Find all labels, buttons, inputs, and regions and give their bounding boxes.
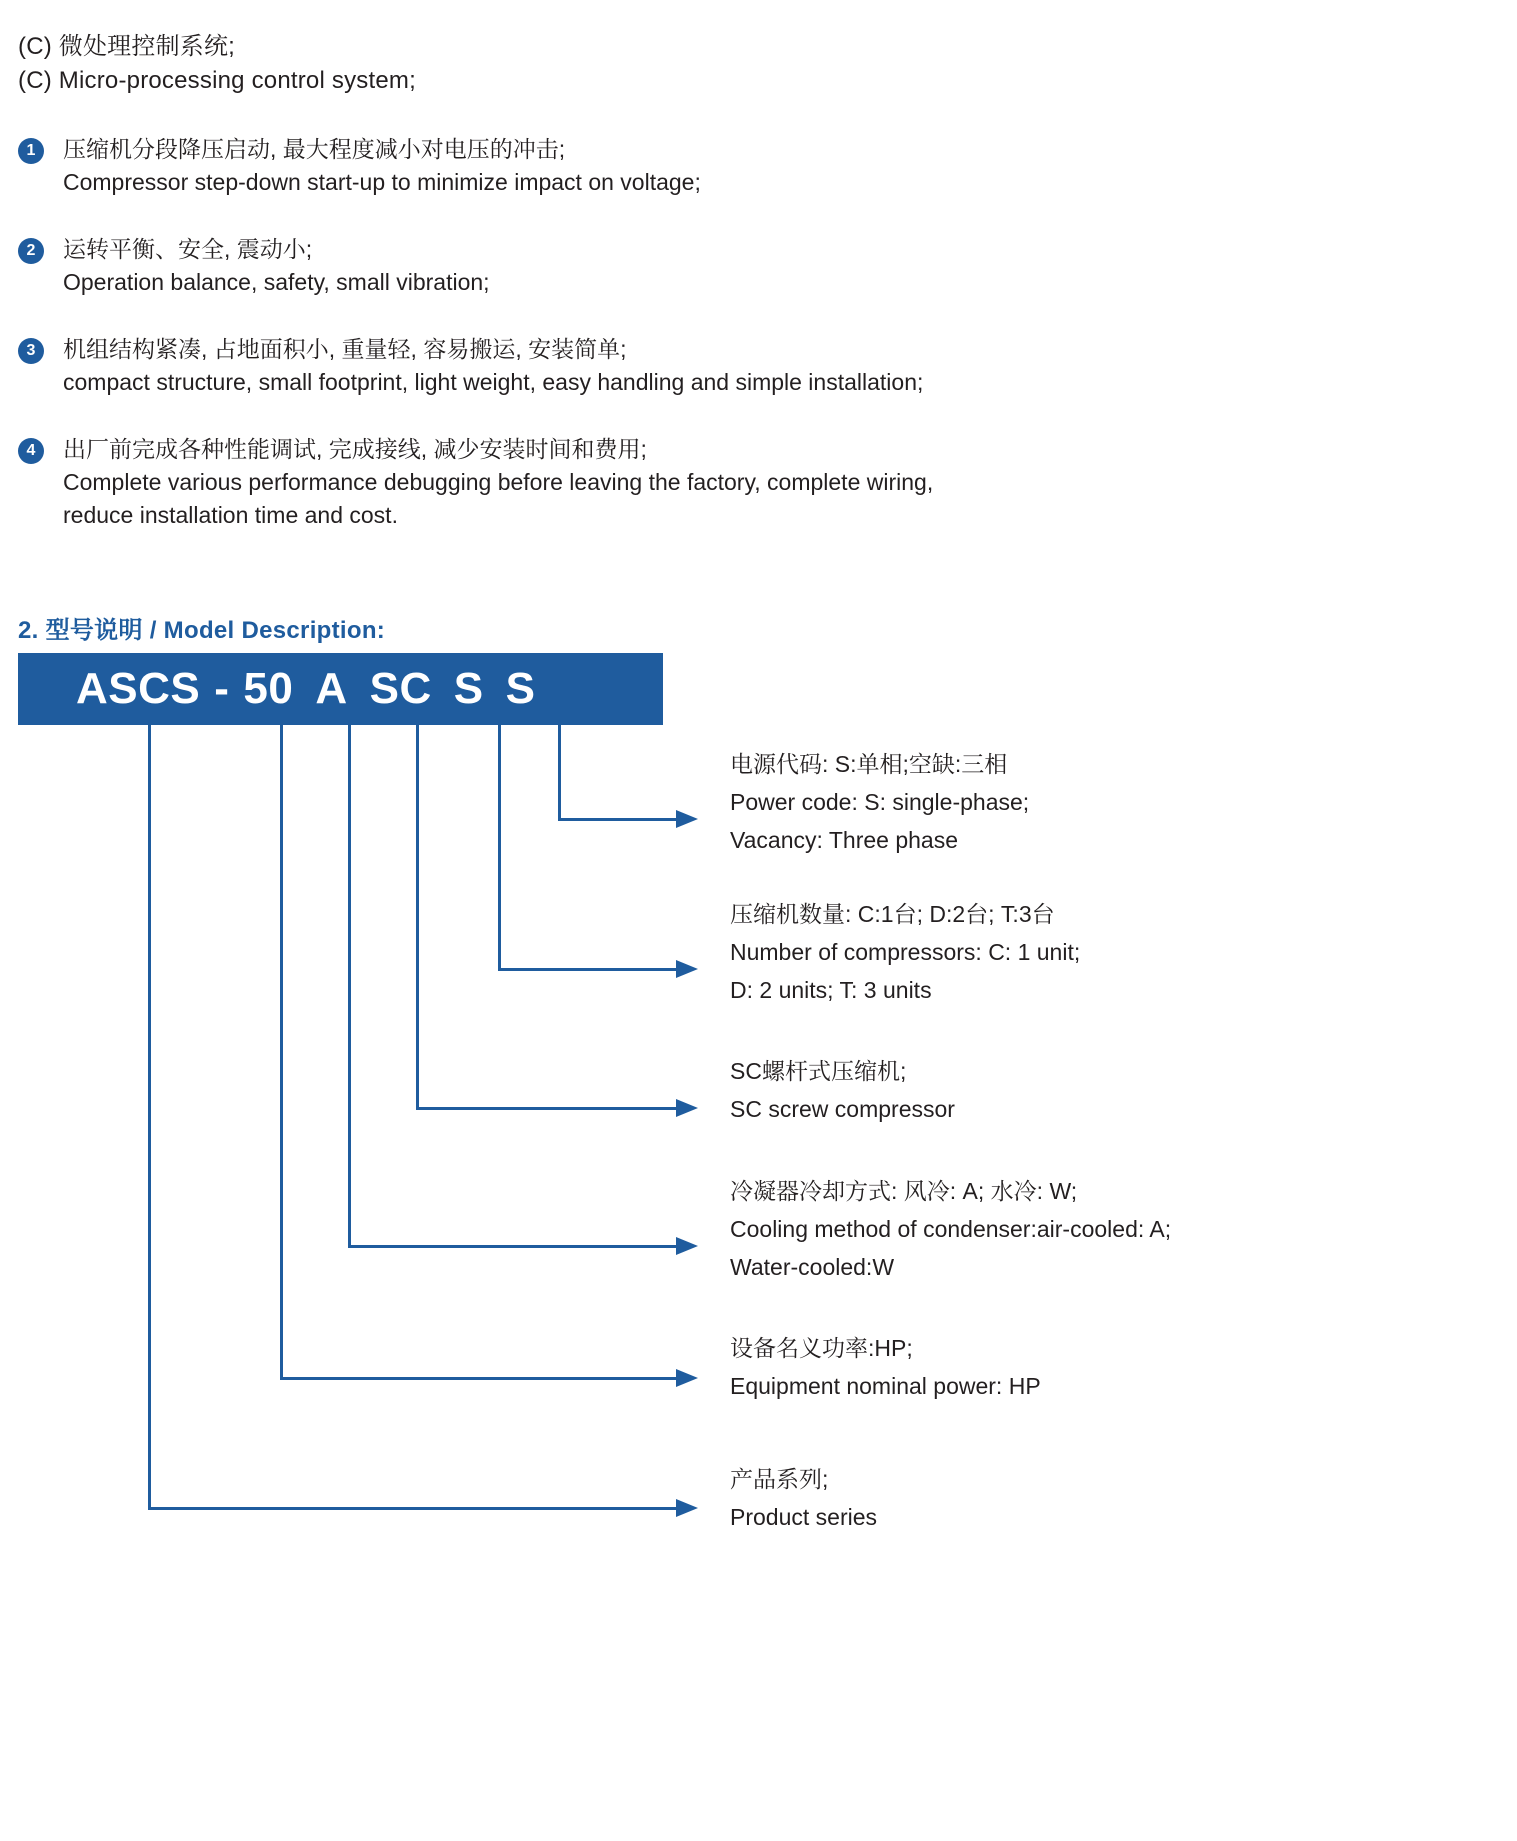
legend-line-en: SC screw compressor [730, 1096, 955, 1122]
legend-line-en-2: Vacancy: Three phase [730, 827, 959, 853]
intro-line-cn: (C) 微处理控制系统; [18, 33, 236, 60]
intro-block [18, 30, 1318, 98]
leader-line-cooling-method-vertical [348, 725, 351, 1247]
leader-line-compressor-count-vertical [498, 725, 501, 970]
code-segment-compressor-count: S [453, 664, 484, 713]
model-code-bar [18, 653, 663, 725]
legend-line-cn: 冷凝器冷却方式: 风冷: A; 水冷: W; [730, 1178, 1078, 1204]
leader-line-power-code-vertical [558, 725, 561, 820]
code-segment-phase: S [505, 664, 536, 713]
legend-line-en: Product series [730, 1504, 878, 1530]
code-segment-power: 50 [243, 664, 294, 713]
feature-text-cn: 运转平衡、安全, 震动小; [63, 236, 313, 262]
legend-line-en-2: D: 2 units; T: 3 units [730, 977, 932, 1003]
intro-line-en: (C) Micro-processing control system; [18, 67, 416, 94]
code-segment-cooling: A [315, 664, 348, 713]
leader-line-product-series-horizontal [148, 1507, 678, 1510]
leader-line-compressor-type-horizontal [416, 1107, 678, 1110]
feature-item [18, 233, 1338, 299]
feature-text-en: Complete various performance debugging before leaving the factory, complete wiring, [63, 469, 934, 495]
feature-text-en-cont: reduce installation time and cost. [63, 502, 398, 528]
leader-arrow-power-code [676, 810, 698, 828]
legend-line-cn: SC螺杆式压缩机; [730, 1058, 907, 1084]
feature-text-cn: 压缩机分段降压启动, 最大程度减小对电压的冲击; [63, 136, 566, 162]
leader-line-nominal-power-vertical [280, 725, 283, 1379]
leader-line-nominal-power-horizontal [280, 1377, 678, 1380]
legend-product-series [730, 1460, 1430, 1536]
leader-line-product-series-vertical [148, 725, 151, 1509]
legend-line-cn: 电源代码: S:单相;空缺:三相 [730, 751, 1008, 777]
legend-line-cn: 产品系列; [730, 1466, 829, 1492]
legend-line-en: Number of compressors: C: 1 unit; [730, 939, 1081, 965]
leader-arrow-cooling-method [676, 1237, 698, 1255]
feature-list [18, 133, 1338, 566]
legend-line-en: Cooling method of condenser:air-cooled: A; [730, 1216, 1172, 1242]
legend-compressor-type [730, 1052, 1430, 1128]
legend-line-en: Power code: S: single-phase; [730, 789, 1030, 815]
leader-arrow-nominal-power [676, 1369, 698, 1387]
feature-text-en: Compressor step-down start-up to minimize impact on voltage; [63, 169, 701, 195]
legend-line-cn: 设备名义功率:HP; [730, 1335, 913, 1361]
legend-power-code [730, 745, 1430, 859]
model-breakdown-diagram [0, 725, 1517, 1825]
leader-line-compressor-type-vertical [416, 725, 419, 1109]
leader-line-cooling-method-horizontal [348, 1245, 678, 1248]
legend-compressor-count [730, 895, 1430, 1009]
feature-text-cn: 出厂前完成各种性能调试, 完成接线, 减少安装时间和费用; [63, 436, 647, 462]
feature-number-badge: 2 [18, 238, 44, 264]
feature-item [18, 433, 1338, 532]
leader-line-compressor-count-horizontal [498, 968, 678, 971]
legend-line-en-2: Water-cooled:W [730, 1254, 895, 1280]
feature-number-badge: 4 [18, 438, 44, 464]
legend-nominal-power [730, 1329, 1430, 1405]
page-title: 2. 型号说明 / Model Description: [18, 617, 386, 644]
leader-arrow-compressor-count [676, 960, 698, 978]
code-segment-compressor-type: SC [369, 664, 432, 713]
legend-cooling-method [730, 1172, 1430, 1286]
legend-line-en: Equipment nominal power: HP [730, 1373, 1041, 1399]
feature-item [18, 133, 1338, 199]
feature-number-badge: 3 [18, 338, 44, 364]
leader-arrow-product-series [676, 1499, 698, 1517]
feature-text-en: Operation balance, safety, small vibration; [63, 269, 490, 295]
legend-line-cn: 压缩机数量: C:1台; D:2台; T:3台 [730, 901, 1055, 927]
leader-arrow-compressor-type [676, 1099, 698, 1117]
code-segment-dash: - [214, 664, 230, 713]
feature-number-badge: 1 [18, 138, 44, 164]
feature-text-en: compact structure, small footprint, light weight, easy handling and simple installation; [63, 369, 924, 395]
code-segment-series: ASCS [76, 664, 201, 713]
leader-line-power-code-horizontal [558, 818, 678, 821]
feature-text-cn: 机组结构紧凑, 占地面积小, 重量轻, 容易搬运, 安装简单; [63, 336, 627, 362]
feature-item [18, 333, 1338, 399]
